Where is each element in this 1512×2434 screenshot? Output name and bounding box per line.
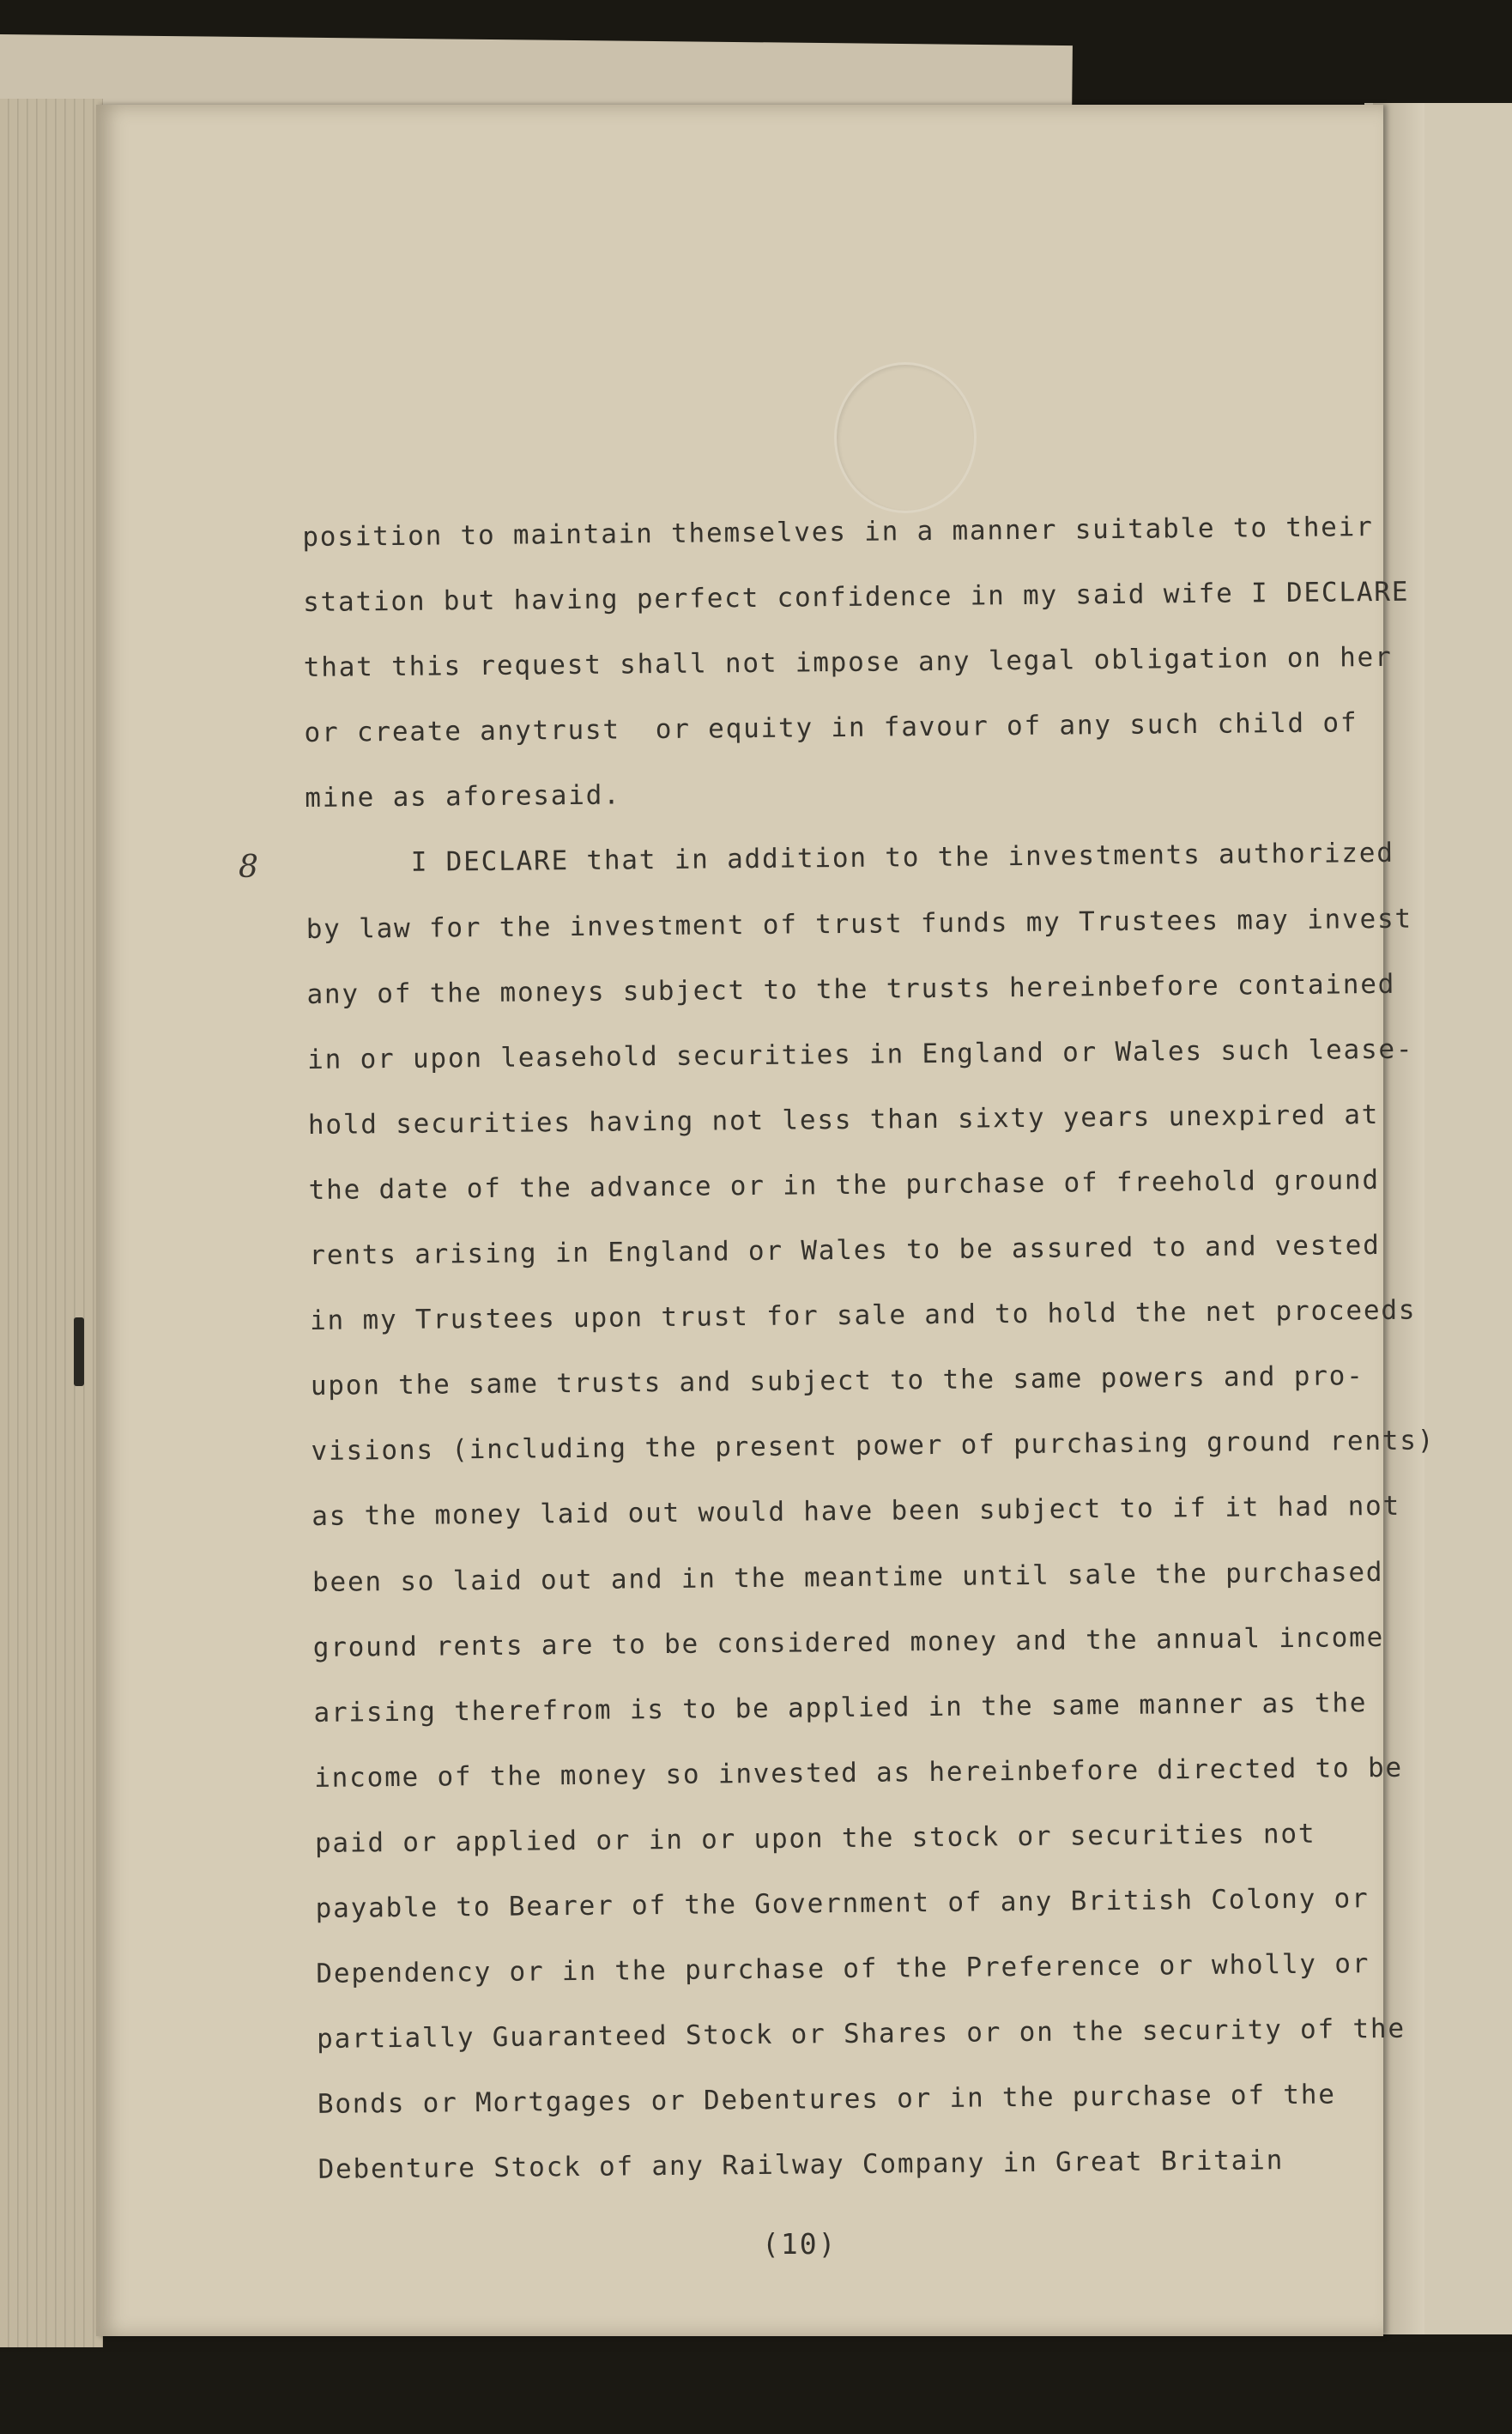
text-line: been so laid out and in the meantime until sale the purchased <box>311 1556 1384 1598</box>
page-stack-edge <box>0 99 103 2347</box>
text-line: visions (including the present power of purchasing ground rents) <box>311 1425 1436 1468</box>
text-line: the date of the advance or in the purchase of freehold ground <box>308 1164 1381 1206</box>
margin-note: 8 <box>239 850 258 885</box>
text-line: that this request shall not impose any legal obligation on her <box>303 642 1393 684</box>
binding-clip <box>74 1317 84 1386</box>
text-line: arising therefrom is to be applied in the same manner as the <box>313 1686 1368 1729</box>
embossed-seal-icon <box>834 362 977 513</box>
text-line: I DECLARE that in addition to the investments authorized <box>305 838 1394 880</box>
text-line: any of the moneys subject to the trusts hereinbefore contained <box>306 968 1396 1010</box>
text-line: position to maintain themselves in a manner suitable to their <box>302 512 1374 553</box>
text-line: upon the same trusts and subject to the same powers and pro- <box>310 1360 1364 1402</box>
text-line: in my Trustees upon trust for sale and to hold the net proceeds <box>309 1294 1417 1337</box>
text-line: ground rents are to be considered money and the annual income <box>312 1621 1385 1663</box>
text-line: income of the money so invested as hereinbefore directed to be <box>314 1752 1404 1794</box>
text-line: in or upon leasehold securities in England or Wales such lease- <box>307 1033 1414 1075</box>
typed-text-body <box>302 494 1436 2203</box>
page-number: (10) <box>762 2227 838 2261</box>
text-line: Bonds or Mortgages or Debentures or in the purchase of the <box>317 2079 1336 2121</box>
text-line: station but having perfect confidence in my said wife I DECLARE <box>302 576 1410 619</box>
text-line: hold securities having not less than sixty years unexpired at <box>307 1099 1380 1141</box>
text-line: partially Guaranteed Stock or Shares or on the security of the <box>316 2013 1406 2056</box>
text-line: Dependency or in the purchase of the Preference or wholly or <box>316 1948 1370 1989</box>
text-line: payable to Bearer of the Government of any British Colony or <box>315 1883 1370 1924</box>
text-line: paid or applied or in or upon the stock or securities not <box>314 1818 1316 1859</box>
text-line: by law for the investment of trust funds my Trustees may invest <box>305 903 1413 945</box>
text-line: or create anytrust or equity in favour of any such child of <box>304 707 1358 749</box>
text-line: mine as aforesaid. <box>305 779 621 814</box>
text-line: as the money laid out would have been subject to if it had not <box>311 1491 1401 1533</box>
text-line: Debenture Stock of any Railway Company in Great Britain <box>318 2145 1285 2186</box>
scan-background <box>0 2352 1512 2434</box>
text-line: rents arising in England or Wales to be assured to and vested <box>309 1230 1381 1271</box>
